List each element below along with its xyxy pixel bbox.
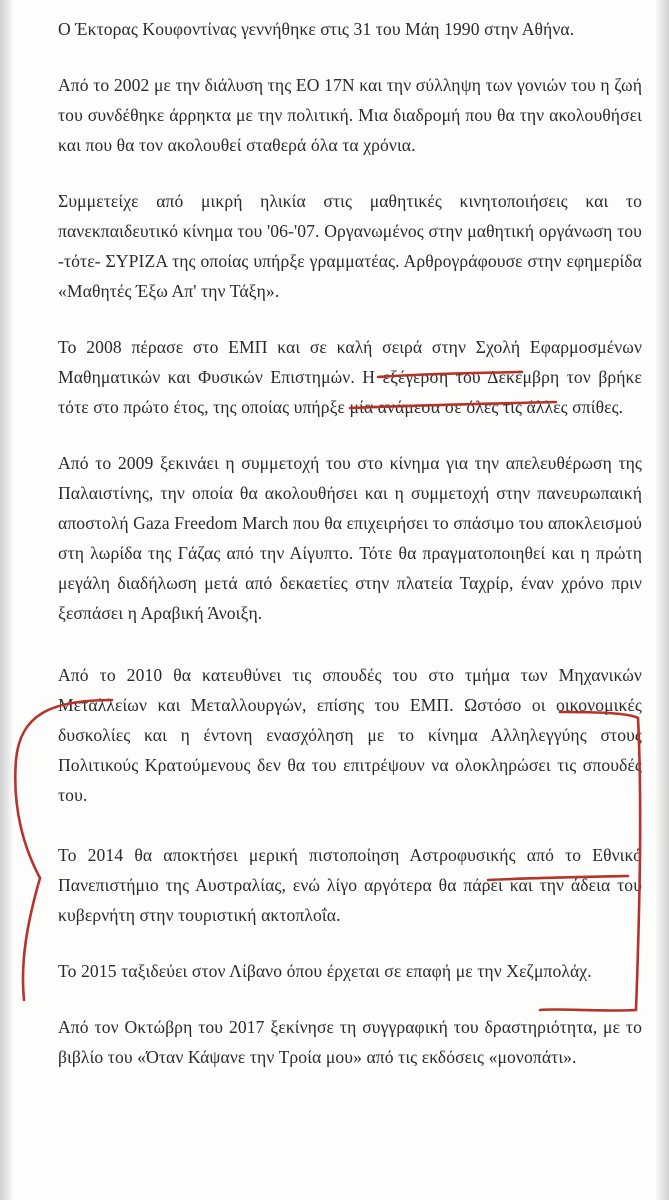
document-body <box>58 14 642 1096</box>
paragraph-2002: Από το 2002 με την διάλυση της ΕΟ 17Ν και την σύλληψη των γονιών του η ζωή του συνδέθηκε άρρηκτα με την πολιτική. Μια διαδρομή που θα την ακολουθήσει και που θα τον ακολουθεί σταθερά όλα τα χρόνια. <box>58 75 642 155</box>
paragraph-2015: Το 2015 ταξιδεύει στον Λίβανο όπου έρχεται σε επαφή με την Χεζμπολάχ. <box>58 961 592 981</box>
paragraph-2010: Από το 2010 θα κατευθύνει τις σπουδές του στο τμήμα των Μηχανικών Μεταλλείων και Μεταλλουργών, επίσης του ΕΜΠ. Ωστόσο οι οικονομικές δυσκολίες και η έντονη ενασχόληση με το κίνημα Αλληλεγγύης στους Πολιτικούς Κρατούμενους δεν θα του επιτρέψουν να ολοκληρώσει τις σπουδές του. <box>58 665 642 805</box>
page-edge-shadow-left <box>0 0 14 1200</box>
paragraph-2014: Το 2014 θα αποκτήσει μερική πιστοποίηση Αστροφυσικής από το Εθνικό Πανεπιστήμιο της Αυστραλίας, ενώ λίγο αργότερα θα πάρει και την άδεια του κυβερνήτη στην τουριστική ακτοπλοΐα. <box>58 845 642 925</box>
paragraph-birth: Ο Έκτορας Κουφοντίνας γεννήθηκε στις 31 του Μάη 1990 στην Αθήνα. <box>58 19 575 39</box>
page-edge-shadow-right <box>655 0 669 1200</box>
paragraph-2008: Το 2008 πέρασε στο ΕΜΠ και σε καλή σειρά στην Σχολή Εφαρμοσμένων Μαθηματικών και Φυσικών Επιστημών. Η εξέγερση του Δεκέμβρη τον βρήκε τότε στο πρώτο έτος, της οποίας υπήρξε μία ανάμεσα σε όλες τις άλλες σπίθες. <box>58 337 642 417</box>
paragraph-student-movement: Συμμετείχε από μικρή ηλικία στις μαθητικές κινητοποιήσεις και το πανεκπαιδευτικό κίνημα του '06-'07. Οργανωμένος στην μαθητική οργάνωση του -τότε- ΣΥΡΙΖΑ της οποίας υπήρξε γραμματέας. Αρθρογράφουσε στην εφημερίδα «Μαθητές Έξω Απ' την Τάξη». <box>58 191 642 301</box>
paragraph-2017: Από τον Οκτώβρη του 2017 ξεκίνησε τη συγγραφική του δραστηριότητα, με το βιβλίο του «Όταν Κάψανε την Τροία μου» από τις εκδόσεις «μονοπάτι». <box>58 1017 642 1067</box>
paragraph-2009: Από το 2009 ξεκινάει η συμμετοχή του στο κίνημα για την απελευθέρωση της Παλαιστίνης, την οποία θα ακολουθήσει και η συμμετοχή στην πανευρωπαική αποστολή Gaza Freedom March που θα επιχειρήσει το σπάσιμο του αποκλεισμού στη λωρίδα της Γάζας από την Αίγυπτο. Τότε θα πραγματοποιηθεί και η πρώτη μεγάλη διαδήλωση μετά από δεκαετίες στην πλατεία Ταχρίρ, έναν χρόνο πριν ξεσπάσει η Αραβική Άνοιξη. <box>58 453 642 623</box>
